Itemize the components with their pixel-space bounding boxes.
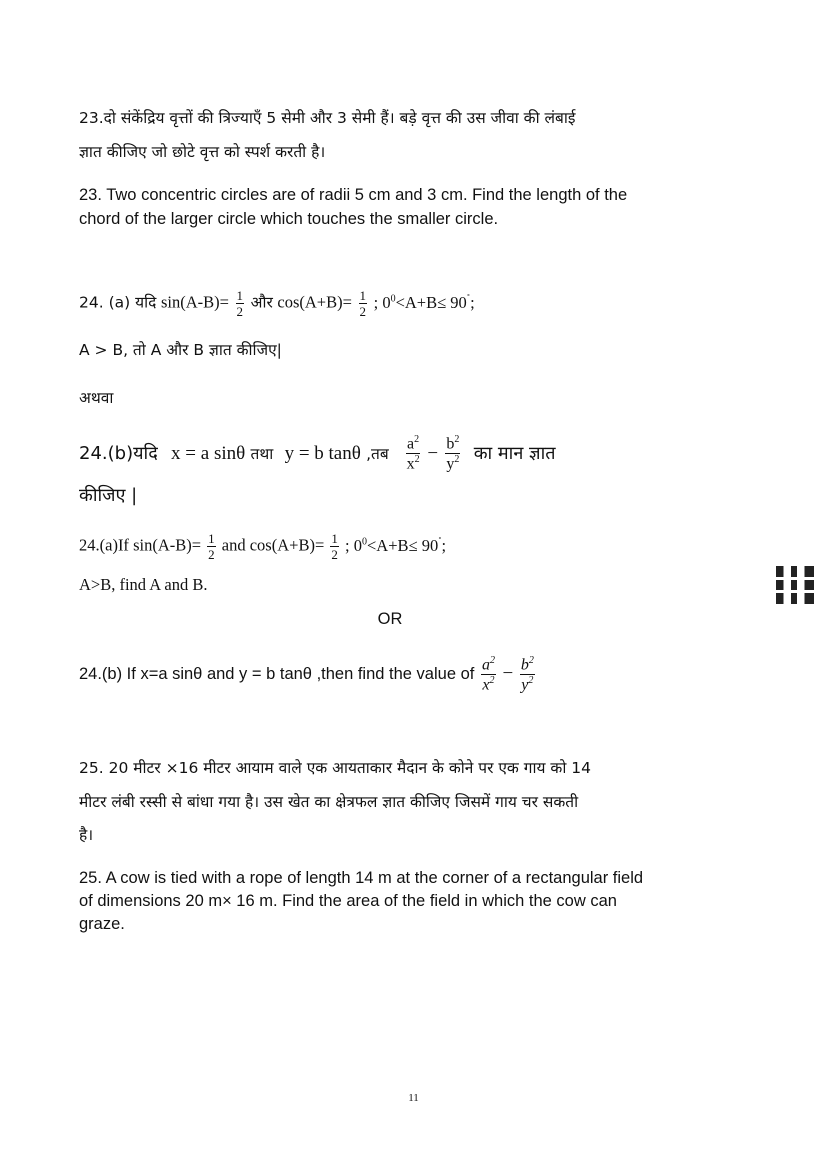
q25-english-line1: 25. A cow is tied with a rope of length 14 m at the corner of a rectangular field [79,869,644,887]
q23-english-line1: 23. Two concentric circles are of radii 5 cm and 3 cm. Find the length of the [79,186,628,204]
q24b-minus: − [427,443,439,464]
q24b-fraction-a2-x2: $\frac{a^2}{x^2}$ [406,434,420,473]
q24b-en-fraction-a2-x2: $\frac{a^2}{x^2}$ [481,654,495,694]
q24a-english-and: and [221,535,246,555]
q23-english-line2: chord of the larger circle which touches the smaller circle. [79,210,499,228]
q24a-english-line2: A>B, find A and B. [79,575,208,594]
q24b-en-fraction-b2-y2: $\frac{b^2}{y^2}$ [520,654,534,694]
q24a-en-sin-expr: sin(A-B)= [133,535,202,555]
q23-hindi-line2: ज्ञात कीजिए जो छोटे वृत्त को स्पर्श करती है। [79,143,326,161]
q24a-fraction-half-2: $\frac{1}{2}$ [359,287,367,319]
q24b-hindi-prefix: 24.(b)यदि [79,443,158,464]
q24a-en-range: ; $0^0<A+B\le 90^˚$; [345,535,447,555]
q24-english-or: OR [377,610,403,628]
q24b-english-text: 24.(b) If x=a sinθ and y = b tanθ ,then find the value of [79,665,475,683]
q24b-hindi-tatha: तथा [250,445,274,463]
q24a-hindi-and: और [250,293,273,312]
q24a-cos-expr: cos(A+B)= [277,292,352,312]
q24a-sin-expr: sin(A-B)= [160,292,229,312]
q24a-english-prefix: 24.(a)If [79,535,129,555]
q24a-english-line1 [79,527,446,561]
q25-english-line3: graze. [79,915,125,933]
q24a-hindi-line1 [79,284,475,318]
q25-hindi-line2: मीटर लंबी रस्सी से बांधा गया है। उस खेत का क्षेत्रफल ज्ञात कीजिए जिसमें गाय चर सकती [79,793,579,811]
q25-english-line2: of dimensions 20 m× 16 m. Find the area of the field in which the cow can [79,892,617,910]
q24b-fraction-b2-y2: $\frac{b^2}{y^2}$ [446,434,460,473]
q24a-en-cos-expr: cos(A+B)= [249,535,325,555]
q24a-hindi-prefix: 24. (a) यदि [79,293,157,312]
q24b-hindi-line2: कीजिए | [79,485,138,506]
q23-hindi-line1: 23.दो संकेंद्रिय वृत्तों की त्रिज्याएँ 5 सेमी और 3 सेमी हैं। बड़े वृत्त की उस जीवा की लंबाई [79,109,576,127]
q25-hindi-line3: है। [79,826,94,844]
q24b-hindi-line1 [79,428,556,480]
q24a-range: ; $0^0<A+B\le 90^˚$; [373,292,475,312]
q24b-english-line [79,648,537,700]
q24b-x-expr: x = a sinθ [171,443,246,464]
q24b-hindi-tab: ,तब [366,445,389,463]
qr-code [776,566,814,604]
q24b-y-expr: y = b tanθ [284,443,361,464]
q24a-en-fraction-half-2: $\frac{1}{2}$ [331,531,338,563]
q24b-hindi-end: का मान ज्ञात [473,443,556,464]
q24b-en-minus: − [502,663,514,684]
page-number: 11 [408,1092,419,1104]
q24a-fraction-half-1: $\frac{1}{2}$ [236,287,243,319]
q25-hindi-line1: 25. 20 मीटर ×16 मीटर आयाम वाले एक आयताकार मैदान के कोने पर एक गाय को 14 [79,759,591,777]
q24a-hindi-line2: A > B, तो A और B ज्ञात कीजिए| [79,341,282,359]
q24-hindi-or: अथवा [79,389,114,407]
q24a-en-fraction-half-1: $\frac{1}{2}$ [208,531,215,563]
